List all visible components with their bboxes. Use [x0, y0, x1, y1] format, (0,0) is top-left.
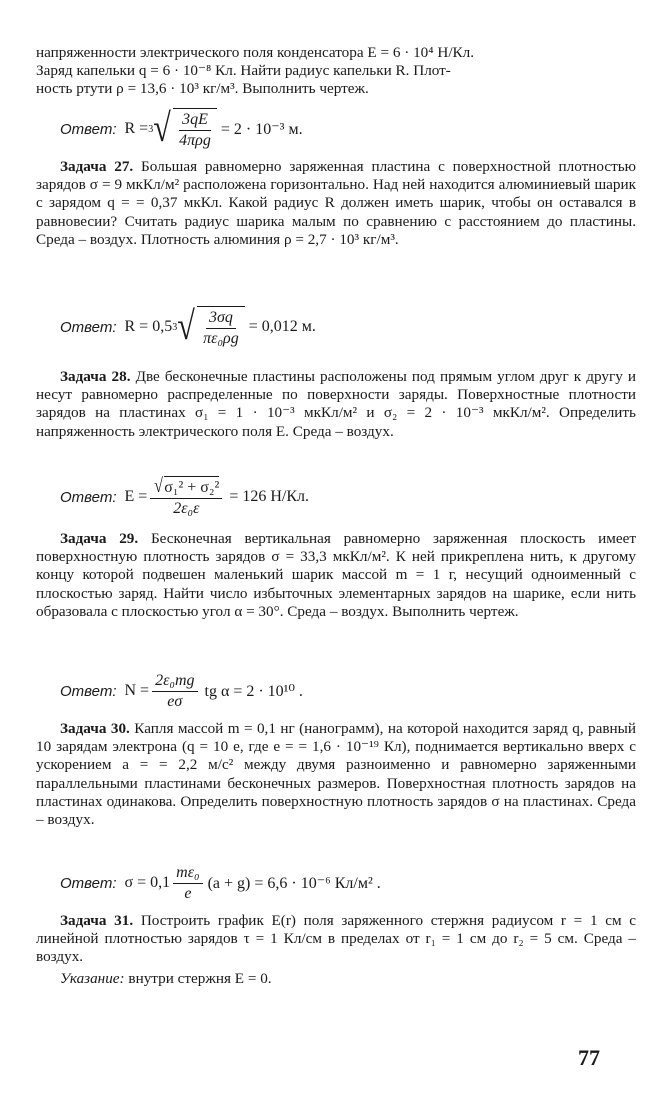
task-28-text: Две бесконечные пластины расположены под прямым углом друг к другу и несут равномерно распределенные по поверхности заряды. Поверхностные плотности зарядов на пластинах σ₁ = 1 · 10⁻³ мкКл/м² и σ₂ = 2 · 10⁻³ мкКл/м². Определить напряженность электрического поля E. Среда – воздух.: [36, 368, 636, 440]
answer-30-fraction: [173, 864, 202, 903]
answer-27-fraction: [200, 309, 242, 348]
answer-label: Ответ:: [60, 120, 117, 138]
answer-label: Ответ:: [60, 318, 117, 336]
answer-30-lhs: σ = 0,1: [124, 874, 171, 891]
radical-sign: √: [154, 475, 164, 497]
radical-sign: √: [177, 303, 195, 348]
answer-28-denominator: 2ε₀ε: [173, 500, 200, 517]
answer-28-numerator: σ₁² + σ₂²: [164, 476, 219, 497]
task-29: [36, 530, 636, 621]
root-index: 3: [148, 123, 154, 135]
answer-27-denominator: πε₀ρg: [203, 330, 239, 347]
answer-27-lhs: R = 0,5: [124, 318, 173, 335]
answer-26: [60, 104, 303, 154]
task-31-title: Задача 31.: [60, 912, 134, 929]
square-root: [153, 476, 219, 497]
answer-29-denominator: eσ: [167, 692, 183, 710]
answer-26-lhs: R =: [124, 120, 149, 137]
answer-26-denominator: 4πρg: [179, 132, 211, 149]
answer-30-denominator: e: [184, 884, 192, 902]
answer-27-numerator: 3σq: [206, 309, 236, 329]
task-28: [36, 368, 636, 441]
task-31-text: Построить график E(r) поля заряженного стержня радиусом r = 1 см с линейной плотностью зарядов τ = 1 Кл/см в пределах от r₁ = 1 см до r₂ = 5 см. Среда – воздух.: [36, 912, 637, 966]
answer-29: [60, 666, 303, 716]
intro-line-1: напряженности электрического поля конденсатора E = 6 · 10⁴ Н/Кл.: [36, 44, 475, 61]
cube-root: [172, 303, 245, 348]
answer-26-fraction: [176, 111, 214, 150]
answer-30-numerator: mε₀: [173, 864, 202, 884]
answer-28: [60, 472, 309, 522]
task-29-text: Бесконечная вертикальная равномерно заряженная плоскость имеет поверхностную плотность зарядов σ = 33,3 мкКл/м². К ней прикреплена нить, к другому концу которой подвешен маленький шарик массой m = 1 г, несущий одноименный с плоскостью заряд. Найти число избыточных элементарных зарядов на шарике, если нить образовала с плоскостью угол α = 30°. Среда – воздух. Выполнить чертеж.: [36, 530, 636, 620]
answer-29-rhs: tg α = 2 · 10¹⁰ .: [204, 683, 303, 700]
task-29-title: Задача 29.: [60, 530, 139, 547]
answer-30-rhs: (a + g) = 6,6 · 10⁻⁶ Кл/м² .: [207, 875, 381, 892]
answer-label: Ответ:: [60, 488, 117, 506]
cube-root: [148, 105, 217, 150]
answer-28-lhs: E =: [124, 488, 148, 505]
answer-26-numerator: 3qE: [179, 111, 211, 131]
answer-29-lhs: N =: [124, 682, 150, 699]
answer-label: Ответ:: [60, 682, 117, 700]
answer-28-fraction: [150, 476, 222, 518]
hint: [36, 970, 636, 988]
answer-26-rhs: = 2 · 10⁻³ м.: [220, 121, 303, 138]
answer-30: [60, 858, 381, 908]
task-30-title: Задача 30.: [60, 720, 130, 737]
task-27-title: Задача 27.: [60, 158, 134, 175]
task-28-title: Задача 28.: [60, 368, 131, 385]
intro-paragraph: [36, 44, 636, 99]
answer-27: [60, 302, 316, 352]
answer-27-rhs: = 0,012 м.: [248, 318, 316, 335]
answer-label: Ответ:: [60, 874, 117, 892]
task-27-text: Большая равномерно заряженная пластина с поверхностной плотностью зарядов σ = 9 мкКл/м² расположена горизонтально. Над ней находится алюминиевый шарик с зарядом q = = 0,37 мкКл. Какой радиус R должен иметь шарик, чтобы он оставался в равновесии? Считать радиус шарика малым по сравнению с расстоянием до пластины. Среда – воздух. Плотность алюминия ρ = 2,7 · 10³ кг/м³.: [36, 158, 637, 248]
task-30: [36, 720, 636, 829]
task-27: [36, 158, 636, 249]
answer-28-rhs: = 126 Н/Кл.: [229, 488, 309, 505]
task-31: [36, 912, 636, 967]
intro-line-2: Заряд капельки q = 6 · 10⁻⁸ Кл. Найти радиус капельки R. Плот-: [36, 62, 451, 80]
intro-line-3: ность ртути ρ = 13,6 · 10³ кг/м³. Выполнить чертеж.: [36, 80, 369, 98]
hint-label: Указание:: [60, 970, 125, 987]
radical-sign: √: [153, 105, 171, 150]
root-index: 3: [172, 321, 178, 333]
task-30-text: Капля массой m = 0,1 нг (нанограмм), на которой находится заряд q, равный 10 зарядам электрона (q = 10 e, где e = = 1,6 · 10⁻¹⁹ Кл), поднимается вертикально вверх с ускорением a = = 2,2 м/с² между двумя разноименно и равномерно заряженными параллельными пластинами бесконечных размеров. Поверхностная плотность зарядов на пластинах одинакова. Определить поверхностную плотность зарядов σ на пластинах. Среда – воздух.: [36, 720, 636, 829]
page-number: 77: [578, 1045, 600, 1070]
answer-29-fraction: [152, 672, 197, 711]
hint-text: внутри стержня E = 0.: [128, 970, 272, 987]
answer-29-numerator: 2ε₀mg: [152, 672, 197, 692]
